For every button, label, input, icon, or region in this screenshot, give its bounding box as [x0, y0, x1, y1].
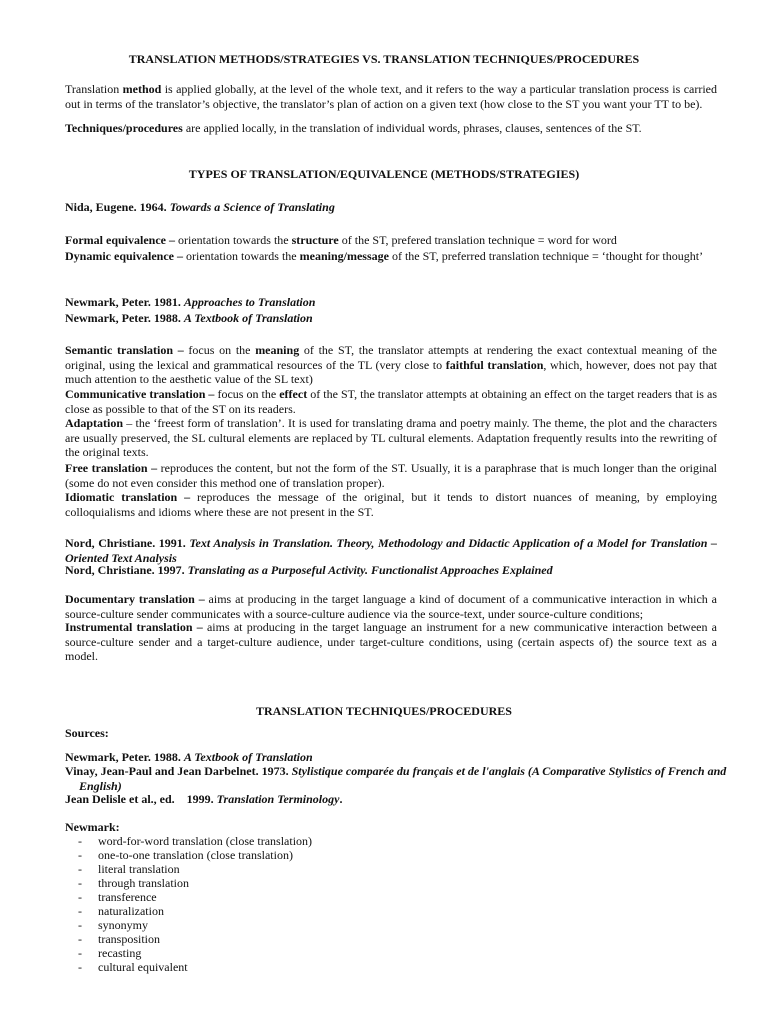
nord-1997-author: Nord, Christiane. 1997.	[65, 563, 188, 577]
newmark-reference-1988	[65, 311, 717, 326]
documentary-translation	[65, 592, 717, 621]
idiomatic-translation	[65, 490, 717, 519]
free-term: Free translation –	[65, 461, 158, 475]
dynamic-key: meaning/message	[299, 249, 389, 263]
nord-1997-title: Translating as a Purposeful Activity. Functionalist Approaches Explained	[187, 563, 553, 577]
dynamic-equivalence	[65, 249, 717, 264]
adaptation	[65, 416, 717, 460]
instrumental-translation	[65, 620, 717, 664]
idiomatic-term: Idiomatic translation –	[65, 490, 191, 504]
source-vinay-title: Stylistique comparée du français et de l'anglais (A Comparative Stylistics of French and English)	[79, 764, 727, 793]
source-delisle	[65, 792, 717, 807]
nord-1991-author: Nord, Christiane. 1991.	[65, 536, 190, 550]
semantic-key-faithful: faithful translation	[445, 357, 544, 372]
semantic-text-post: , which, however, does not pay that much attention to the aesthetic value of the SL text)	[65, 357, 717, 386]
dynamic-text-post: of the ST, preferred translation technique = ‘thought for thought’	[388, 249, 704, 263]
idiomatic-text: reproduces the message of the original, but it tends to distort nuances of meaning, by employing colloquialisms and idioms where these are not present in the ST.	[65, 490, 717, 519]
techniques-text: are applied locally, in the translation of individual words, phrases, clauses, sentences of the ST.	[182, 121, 642, 135]
newmark-list-label-text: Newmark:	[65, 820, 120, 834]
main-heading: TRANSLATION METHODS/STRATEGIES VS. TRANSLATION TECHNIQUES/PROCEDURES	[128, 52, 640, 66]
source-delisle-period: .	[339, 792, 343, 806]
instrumental-term: Instrumental translation –	[65, 620, 203, 634]
documentary-text: aims at producing in the target language a kind of document of a communicative interaction in which a source-culture sender communicates with a source-culture audience via the source-text, under source-culture conditions;	[65, 592, 717, 621]
newmark-procedures-list	[78, 834, 678, 974]
newmark-1988-author: Newmark, Peter. 1988.	[65, 311, 184, 325]
method-lead: Translation	[65, 82, 123, 96]
formal-term: Formal equivalence –	[65, 233, 175, 247]
list-item: - synonymy	[78, 918, 678, 932]
newmark-reference-1981	[65, 295, 717, 310]
techniques-heading: TRANSLATION TECHNIQUES/PROCEDURES	[256, 704, 512, 718]
source-newmark-title: A Textbook of Translation	[183, 750, 313, 764]
communicative-text-post: of the ST, the translator attempts at obtaining an effect on the target readers that is as close as possible to that of the ST on its readers.	[65, 387, 718, 416]
adaptation-term: Adaptation	[65, 416, 124, 430]
list-item: - through translation	[78, 876, 678, 890]
list-item: - word-for-word translation (close translation)	[78, 834, 678, 848]
instrumental-text: aims at producing in the target language an instrument for a new communicative interaction between a source-culture sender and a target-culture audience, under target-culture conditions, using (certain aspects of) the source text as a model.	[65, 620, 717, 663]
list-item: - cultural equivalent	[78, 960, 678, 974]
list-item: - recasting	[78, 946, 678, 960]
newmark-list-label	[65, 820, 717, 835]
semantic-key: meaning	[255, 343, 300, 357]
nida-reference	[65, 200, 717, 215]
nord-reference-1997	[65, 563, 717, 578]
sources-label	[65, 726, 717, 741]
method-text: is applied globally, at the level of the whole text, and it refers to the way a particular translation process is carried out in terms of the translator’s objective, the translator’s plan of action on a given text (how close to the ST you want your TT to be).	[65, 82, 717, 111]
list-item: - transference	[78, 890, 678, 904]
formal-equivalence	[65, 233, 717, 248]
newmark-1981-author: Newmark, Peter. 1981.	[65, 295, 184, 309]
communicative-translation	[65, 387, 717, 416]
free-text: reproduces the content, but not the form of the ST. Usually, it is a paraphrase that is much longer than the original (some do not even consider this method one of translation proper).	[65, 461, 717, 490]
source-delisle-author: Jean Delisle et al., ed. 1999.	[65, 792, 217, 806]
formal-text-pre: orientation towards the	[174, 233, 292, 247]
semantic-term: Semantic translation –	[65, 343, 184, 357]
types-heading: TYPES OF TRANSLATION/EQUIVALENCE (METHODS/STRATEGIES)	[188, 167, 580, 181]
communicative-term: Communicative translation –	[65, 387, 215, 401]
list-item: - naturalization	[78, 904, 678, 918]
nida-author: Nida, Eugene. 1964.	[65, 200, 170, 214]
list-item: - literal translation	[78, 862, 678, 876]
method-term: method	[122, 82, 162, 96]
source-delisle-title: Translation Terminology	[216, 792, 340, 806]
techniques-definition	[65, 121, 717, 136]
nord-reference-1991	[65, 536, 717, 565]
communicative-text-pre: focus on the	[214, 387, 280, 401]
semantic-text-pre: focus on the	[183, 343, 256, 357]
nida-title: Towards a Science of Translating	[169, 200, 335, 214]
formal-key: structure	[291, 233, 339, 247]
source-vinay-darbelnet	[65, 764, 731, 793]
adaptation-text: – the ‘freest form of translation’. It is used for translating drama and poetry mainly. The theme, the plot and the characters are usually preserved, the SL cultural elements are replaced by TL cultural elements. Adaptation frequently results into the rewriting of the original texts.	[65, 416, 717, 459]
free-translation	[65, 461, 717, 490]
communicative-key: effect	[279, 387, 308, 401]
newmark-1988-title: A Textbook of Translation	[183, 311, 313, 325]
semantic-translation	[65, 343, 717, 387]
sources-label-text: Sources:	[65, 726, 109, 740]
formal-text-post: of the ST, prefered translation technique = word for word	[338, 233, 617, 247]
documentary-term: Documentary translation –	[65, 592, 205, 606]
list-item: - one-to-one translation (close translation)	[78, 848, 678, 862]
source-vinay-author: Vinay, Jean-Paul and Jean Darbelnet. 1973.	[65, 764, 292, 778]
dynamic-text-pre: orientation towards the	[183, 249, 300, 263]
method-definition	[65, 82, 717, 111]
source-newmark-author: Newmark, Peter. 1988.	[65, 750, 184, 764]
dynamic-term: Dynamic equivalence –	[65, 249, 183, 263]
newmark-1981-title: Approaches to Translation	[183, 295, 316, 309]
techniques-term: Techniques/procedures	[65, 121, 183, 135]
source-newmark	[65, 750, 717, 765]
semantic-text-mid: of the ST, the translator attempts at rendering the exact contextual meaning of the original, using the lexical and grammatical resources of the TL (very close to	[65, 343, 717, 372]
nord-1991-title: Text Analysis in Translation. Theory, Methodology and Didactic Application of a Model for Translation – Oriented Text Analysis	[65, 536, 717, 565]
list-item: - transposition	[78, 932, 678, 946]
